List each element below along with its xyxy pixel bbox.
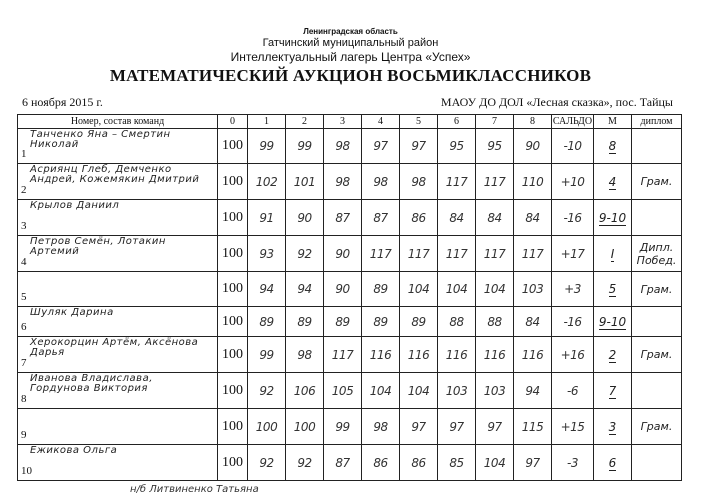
table-row [18,129,682,164]
saldo-cell: -6 [552,373,594,409]
round-5-score-cell: 117 [400,236,438,272]
team-number: 6 [21,321,27,333]
round-8-score-cell: 84 [514,200,552,236]
diploma-cell [632,200,682,236]
col-header-round-5: 5 [400,115,438,129]
team-members: Крылов Даниил [30,200,120,211]
saldo-cell: -16 [552,200,594,236]
start-score-cell: 100 [218,200,248,236]
table-row [18,409,682,445]
team-cell [18,337,218,373]
saldo-cell: +16 [552,337,594,373]
round-1-score-cell: 91 [248,200,286,236]
round-6-score-cell: 85 [438,445,476,481]
district-heading: Гатчинский муниципальный район [262,37,439,49]
round-6-score-cell: 95 [438,129,476,164]
round-3-score-cell: 87 [324,445,362,481]
place-value: 2 [608,347,617,362]
team-number: 10 [21,465,32,477]
saldo-cell: +10 [552,164,594,200]
round-1-score-cell: 99 [248,129,286,164]
round-5-score-cell: 104 [400,373,438,409]
event-date: 6 ноября 2015 г. [22,95,103,109]
round-1-score-cell: 102 [248,164,286,200]
col-header-round-8: 8 [514,115,552,129]
round-2-score-cell: 99 [286,129,324,164]
diploma-cell: Грам. [632,164,682,200]
team-cell [18,164,218,200]
saldo-cell: +17 [552,236,594,272]
round-2-score-cell: 92 [286,445,324,481]
round-3-score-cell: 98 [324,164,362,200]
place-value: 6 [608,455,617,470]
round-4-score-cell: 89 [362,307,400,337]
round-5-score-cell: 89 [400,307,438,337]
table-row [18,445,682,481]
camp-heading: Интеллектуальный лагерь Центра «Успех» [230,50,471,64]
page-title: МАТЕМАТИЧЕСКИЙ АУКЦИОН ВОСЬМИКЛАССНИКОВ [109,66,592,85]
round-6-score-cell: 117 [438,164,476,200]
team-cell [18,272,218,307]
round-1-score-cell: 93 [248,236,286,272]
team-members: Петров Семён, Лотакин Артемий [30,236,166,257]
round-7-score-cell: 88 [476,307,514,337]
round-4-score-cell: 97 [362,129,400,164]
place-cell [594,373,632,409]
round-8-score-cell: 116 [514,337,552,373]
round-8-score-cell: 84 [514,307,552,337]
place-value: 5 [608,282,617,296]
table-row [18,307,682,337]
place-value: I [610,246,615,261]
table-row [18,200,682,236]
round-7-score-cell: 84 [476,200,514,236]
diploma-cell [632,373,682,409]
round-7-score-cell: 103 [476,373,514,409]
round-2-score-cell: 98 [286,337,324,373]
place-value: 4 [608,174,617,189]
start-score-cell: 100 [218,445,248,481]
round-4-score-cell: 116 [362,337,400,373]
team-members: Ежикова Ольга [30,445,118,456]
team-cell [18,373,218,409]
round-2-score-cell: 101 [286,164,324,200]
table-row [18,337,682,373]
round-4-score-cell: 117 [362,236,400,272]
place-value: 9-10 [598,210,627,225]
round-7-score-cell: 104 [476,272,514,307]
round-4-score-cell: 86 [362,445,400,481]
round-2-score-cell: 100 [286,409,324,445]
start-score-cell: 100 [218,164,248,200]
round-7-score-cell: 117 [476,164,514,200]
round-1-score-cell: 100 [248,409,286,445]
round-3-score-cell: 105 [324,373,362,409]
start-score-cell: 100 [218,236,248,272]
team-number: 3 [21,220,27,232]
header-row [18,115,682,129]
round-6-score-cell: 88 [438,307,476,337]
place-value: 7 [608,383,617,398]
round-6-score-cell: 97 [438,409,476,445]
col-header-round-3: 3 [324,115,362,129]
col-header-round-7: 7 [476,115,514,129]
round-3-score-cell: 99 [324,409,362,445]
team-members: Танченко Яна – Смертин Николай [30,129,171,150]
round-8-score-cell: 115 [514,409,552,445]
start-score-cell: 100 [218,337,248,373]
start-score-cell: 100 [218,373,248,409]
organization-name: МАОУ ДО ДОЛ «Лесная сказка», пос. Тайцы [440,95,673,109]
round-2-score-cell: 106 [286,373,324,409]
team-cell [18,445,218,481]
team-members: Шуляк Дарина [30,307,114,318]
round-3-score-cell: 90 [324,272,362,307]
round-5-score-cell: 98 [400,164,438,200]
place-cell [594,236,632,272]
round-2-score-cell: 94 [286,272,324,307]
round-7-score-cell: 95 [476,129,514,164]
saldo-cell: +3 [552,272,594,307]
round-5-score-cell: 104 [400,272,438,307]
place-cell [594,409,632,445]
start-score-cell: 100 [218,307,248,337]
team-members: Херокорцин Артём, Аксёнова Дарья [30,337,199,358]
round-8-score-cell: 90 [514,129,552,164]
col-header-place: М [594,115,632,129]
table-row [18,272,682,307]
team-cell [18,236,218,272]
col-header-round-1: 1 [248,115,286,129]
col-header-round-4: 4 [362,115,400,129]
round-4-score-cell: 98 [362,409,400,445]
round-4-score-cell: 89 [362,272,400,307]
diploma-cell: Грам. [632,337,682,373]
round-1-score-cell: 99 [248,337,286,373]
col-header-round-2: 2 [286,115,324,129]
round-2-score-cell: 92 [286,236,324,272]
round-5-score-cell: 97 [400,129,438,164]
start-score-cell: 100 [218,272,248,307]
round-8-score-cell: 110 [514,164,552,200]
col-header-diploma: диплом [632,115,682,129]
place-cell [594,445,632,481]
place-cell [594,272,632,307]
round-7-score-cell: 116 [476,337,514,373]
team-number: 9 [21,429,27,441]
team-cell [18,200,218,236]
diploma-cell [632,129,682,164]
round-3-score-cell: 90 [324,236,362,272]
round-3-score-cell: 117 [324,337,362,373]
team-cell [18,409,218,445]
footer-note: н/б Литвиненко Татьяна [130,484,259,495]
team-number: 2 [21,184,27,196]
place-value: 9-10 [598,314,627,329]
place-value: 3 [608,419,617,434]
start-score-cell: 100 [218,409,248,445]
round-5-score-cell: 97 [400,409,438,445]
round-8-score-cell: 103 [514,272,552,307]
round-3-score-cell: 98 [324,129,362,164]
round-6-score-cell: 84 [438,200,476,236]
place-cell [594,129,632,164]
saldo-cell: +15 [552,409,594,445]
place-cell [594,164,632,200]
round-5-score-cell: 116 [400,337,438,373]
table-row [18,236,682,272]
round-4-score-cell: 98 [362,164,400,200]
diploma-cell [632,307,682,337]
round-8-score-cell: 97 [514,445,552,481]
col-header-team: Номер, состав команд [18,115,218,129]
place-cell [594,200,632,236]
saldo-cell: -3 [552,445,594,481]
start-score-cell: 100 [218,129,248,164]
round-6-score-cell: 117 [438,236,476,272]
diploma-cell: Грам. [632,409,682,445]
saldo-cell: -10 [552,129,594,164]
team-members: Асриянц Глеб, Демченко Андрей, Кожемякин Дмитрий [30,164,200,185]
round-3-score-cell: 89 [324,307,362,337]
team-members: Иванова Владислава, Гордунова Виктория [30,373,153,394]
round-6-score-cell: 116 [438,337,476,373]
round-1-score-cell: 94 [248,272,286,307]
round-3-score-cell: 87 [324,200,362,236]
round-2-score-cell: 90 [286,200,324,236]
place-value: 8 [608,139,617,153]
round-4-score-cell: 104 [362,373,400,409]
round-5-score-cell: 86 [400,445,438,481]
team-number: 5 [21,291,27,303]
diploma-cell: Грам. [632,272,682,307]
team-cell [18,129,218,164]
diploma-cell: Дипл. Побед. [632,236,682,272]
round-1-score-cell: 89 [248,307,286,337]
saldo-cell: -16 [552,307,594,337]
round-7-score-cell: 97 [476,409,514,445]
round-5-score-cell: 86 [400,200,438,236]
table-row [18,373,682,409]
col-header-round-0: 0 [218,115,248,129]
round-2-score-cell: 89 [286,307,324,337]
team-number: 8 [21,393,27,405]
round-4-score-cell: 87 [362,200,400,236]
team-cell [18,307,218,337]
region-heading: Ленинградская область [303,27,398,36]
round-6-score-cell: 104 [438,272,476,307]
round-1-score-cell: 92 [248,445,286,481]
results-table [17,114,682,481]
round-7-score-cell: 117 [476,236,514,272]
col-header-saldo: САЛЬДО [552,116,593,127]
round-1-score-cell: 92 [248,373,286,409]
diploma-cell [632,445,682,481]
col-header-round-6: 6 [438,115,476,129]
team-number: 4 [21,256,27,268]
round-7-score-cell: 104 [476,445,514,481]
round-8-score-cell: 94 [514,373,552,409]
place-cell [594,337,632,373]
team-number: 7 [21,357,27,369]
place-cell [594,307,632,337]
round-6-score-cell: 103 [438,373,476,409]
round-8-score-cell: 117 [514,236,552,272]
table-row [18,164,682,200]
team-number: 1 [21,148,27,160]
